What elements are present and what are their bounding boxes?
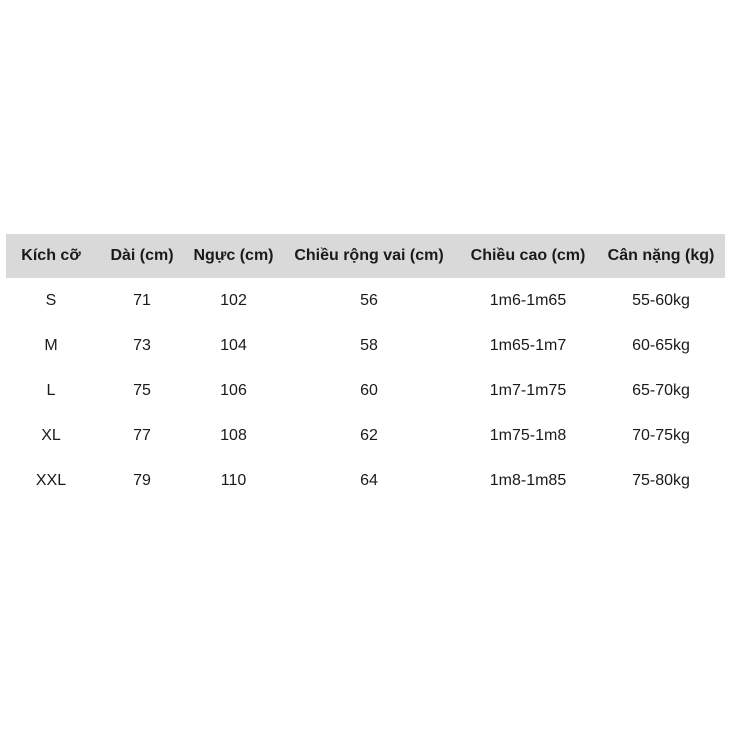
cell-size: S: [45, 291, 57, 309]
cell-weight: 75-80kg: [632, 471, 690, 489]
cell-length: 73: [133, 336, 151, 354]
cell-height: 1m8-1m85: [489, 471, 567, 489]
cell-weight: 55-60kg: [632, 291, 690, 309]
header-height: Chiều cao (cm): [470, 247, 586, 264]
cell-shoulder-width: 56: [360, 291, 378, 309]
table-row: [6, 368, 725, 413]
cell-size: L: [46, 381, 56, 399]
cell-height: 1m7-1m75: [489, 381, 567, 399]
cell-weight: 60-65kg: [632, 336, 690, 354]
size-chart-body: [6, 278, 725, 503]
cell-chest: 106: [220, 381, 247, 399]
cell-chest: 102: [220, 291, 247, 309]
cell-chest: 108: [220, 426, 247, 444]
cell-shoulder-width: 60: [360, 381, 378, 399]
size-chart-header: [6, 234, 725, 278]
cell-height: 1m65-1m7: [489, 336, 567, 354]
table-row: [6, 278, 725, 323]
cell-shoulder-width: 62: [360, 426, 378, 444]
cell-weight: 70-75kg: [632, 426, 690, 444]
cell-length: 71: [133, 291, 151, 309]
cell-size: M: [44, 336, 58, 354]
cell-size: XXL: [35, 471, 67, 489]
cell-shoulder-width: 58: [360, 336, 378, 354]
size-chart-table: [6, 234, 725, 503]
cell-chest: 110: [220, 471, 247, 489]
header-shoulder-width: Chiều rộng vai (cm): [294, 247, 444, 264]
header-weight: Cân nặng (kg): [607, 247, 715, 264]
cell-height: 1m6-1m65: [489, 291, 567, 309]
cell-size: XL: [41, 426, 61, 444]
header-size: Kích cỡ: [21, 247, 81, 264]
cell-length: 77: [133, 426, 151, 444]
table-row: [6, 413, 725, 458]
cell-shoulder-width: 64: [360, 471, 378, 489]
cell-length: 75: [133, 381, 151, 399]
header-row: [6, 234, 725, 278]
table-row: [6, 323, 725, 368]
header-length: Dài (cm): [110, 247, 174, 264]
header-chest: Ngực (cm): [193, 247, 274, 264]
cell-chest: 104: [220, 336, 247, 354]
table-row: [6, 458, 725, 503]
cell-height: 1m75-1m8: [489, 426, 567, 444]
cell-weight: 65-70kg: [632, 381, 690, 399]
cell-length: 79: [133, 471, 151, 489]
